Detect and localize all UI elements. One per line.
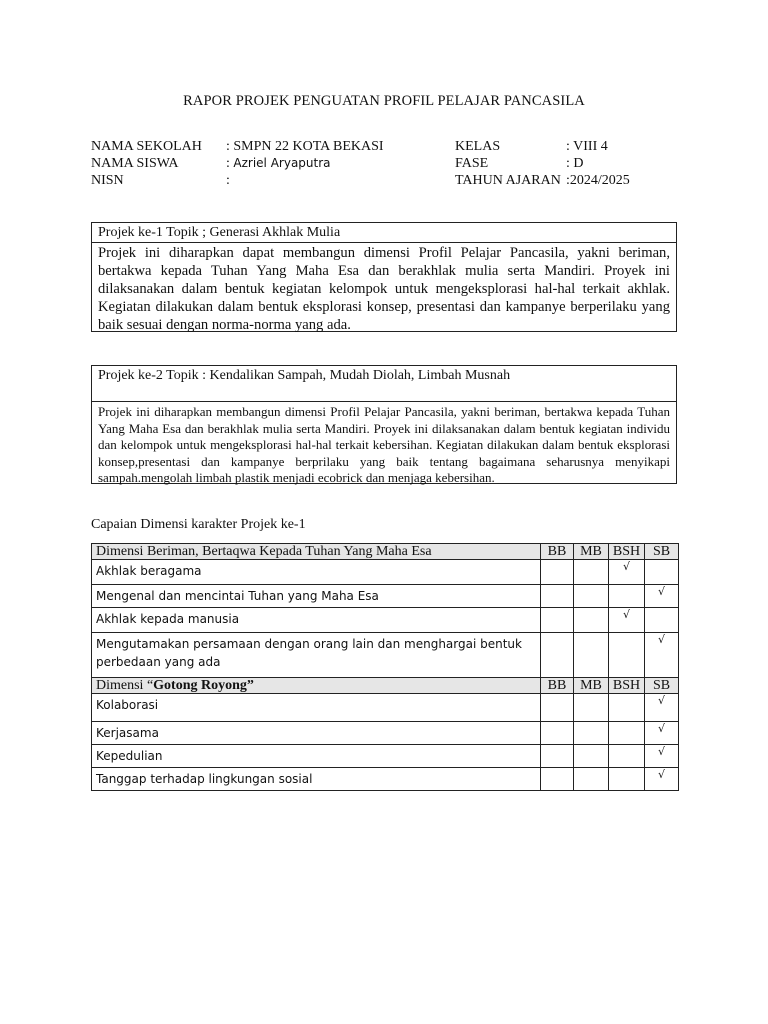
mark-mb <box>574 585 609 608</box>
col-mb: MB <box>574 678 609 694</box>
table-row <box>92 745 679 768</box>
year-label: TAHUN AJARAN <box>455 173 561 188</box>
mark-bsh <box>609 585 645 608</box>
mark-bsh: √ <box>609 608 645 633</box>
mark-bb <box>541 745 574 768</box>
dimension-2-title-prefix: Dimensi “ <box>96 678 154 693</box>
project-2-description: Projek ini diharapkan membangun dimensi Profil Pelajar Pancasila, yakni beriman, bertakwa kepada Tuhan Yang Maha Esa dan berakhlak mulia serta Mandiri. Proyek ini dilaksanakan dalam bentuk kegiatan individu dan kelompok untuk mengeksplorasi hal-hal terkait kebersihan. Kegiatan dilakukan dalam bentuk eksplorasi konsep,presentasi dan kampanye berprilaku yang baik tentang bagaimana seharusnya menyikapi sampah.mengolah limbah plastik menjadi ecobrick dan menjaga kebersihan. <box>98 404 670 485</box>
dimension-table <box>91 543 679 791</box>
student-label: NAMA SISWA <box>91 156 179 171</box>
mark-sb: √ <box>645 768 679 791</box>
mark-bsh <box>609 633 645 678</box>
mark-bb <box>541 694 574 722</box>
mark-mb <box>574 768 609 791</box>
col-bb: BB <box>541 678 574 694</box>
row-label: Akhlak kepada manusia <box>92 608 541 633</box>
project-1-box <box>91 222 677 332</box>
mark-bb <box>541 768 574 791</box>
dimension-2-title <box>92 678 541 694</box>
project-2-heading: Projek ke-2 Topik : Kendalikan Sampah, Mudah Diolah, Limbah Musnah <box>92 366 676 402</box>
mark-bsh <box>609 722 645 745</box>
row-label: Kepedulian <box>92 745 541 768</box>
row-label: Mengutamakan persamaan dengan orang lain dan menghargai bentuk perbedaan yang ada <box>92 633 541 678</box>
dimension-1-header <box>92 544 679 560</box>
phase-value: : D <box>566 156 584 171</box>
row-label: Akhlak beragama <box>92 560 541 585</box>
mark-mb <box>574 722 609 745</box>
row-label: Kerjasama <box>92 722 541 745</box>
mark-sb: √ <box>645 633 679 678</box>
row-label: Tanggap terhadap lingkungan sosial <box>92 768 541 791</box>
info-row-school <box>91 138 691 155</box>
mark-bsh <box>609 768 645 791</box>
mark-mb <box>574 694 609 722</box>
student-colon: : <box>226 156 234 171</box>
school-label: NAMA SEKOLAH <box>91 139 202 154</box>
mark-mb <box>574 560 609 585</box>
mark-bsh <box>609 745 645 768</box>
year-value: :2024/2025 <box>566 173 630 188</box>
col-bb: BB <box>541 544 574 560</box>
mark-sb: √ <box>645 745 679 768</box>
dimension-2-title-suffix: ” <box>246 678 254 693</box>
nisn-value: : <box>226 173 230 188</box>
mark-mb <box>574 745 609 768</box>
table-row <box>92 585 679 608</box>
table-row <box>92 560 679 585</box>
table-row <box>92 633 679 678</box>
mark-bsh: √ <box>609 560 645 585</box>
school-value: : SMPN 22 KOTA BEKASI <box>226 139 384 154</box>
class-label: KELAS <box>455 139 501 154</box>
project-1-heading: Projek ke-1 Topik ; Generasi Akhlak Mulia <box>92 223 676 243</box>
phase-label: FASE <box>455 156 489 171</box>
table-row <box>92 608 679 633</box>
mark-mb <box>574 633 609 678</box>
class-value: : VIII 4 <box>566 139 608 154</box>
mark-bsh <box>609 694 645 722</box>
col-bsh: BSH <box>609 678 645 694</box>
project-1-description: Projek ini diharapkan dapat membangun dimensi Profil Pelajar Pancasila, yakni beriman, bertakwa kepada Tuhan Yang Maha Esa dan berakhlak mulia serta Mandiri. Proyek ini dilaksanakan dalam bentuk kegiatan kelompok untuk mengeksplorasi hal-hal terkait akhlak. Kegiatan dilakukan dalam bentuk eksplorasi konsep, presentasi dan kampanye berperilaku yang baik sesuai dengan norma-norma yang ada. <box>98 245 670 333</box>
report-title: RAPOR PROJEK PENGUATAN PROFIL PELAJAR PANCASILA <box>183 93 585 109</box>
project-2-box <box>91 365 677 484</box>
mark-mb <box>574 608 609 633</box>
info-row-nisn <box>91 172 691 189</box>
mark-bb <box>541 722 574 745</box>
student-value: Azriel Aryaputra <box>233 156 331 170</box>
table-row <box>92 768 679 791</box>
info-row-student <box>91 155 691 172</box>
dimension-1-title: Dimensi Beriman, Bertaqwa Kepada Tuhan Yang Maha Esa <box>92 544 541 560</box>
dimension-2-title-bold: Gotong Royong <box>153 678 247 693</box>
mark-bb <box>541 633 574 678</box>
achievement-caption: Capaian Dimensi karakter Projek ke-1 <box>91 517 306 532</box>
table-row <box>92 694 679 722</box>
dimension-2-header <box>92 678 679 694</box>
mark-sb: √ <box>645 585 679 608</box>
mark-sb <box>645 560 679 585</box>
table-row <box>92 722 679 745</box>
mark-sb: √ <box>645 722 679 745</box>
student-info <box>91 138 691 189</box>
mark-sb: √ <box>645 694 679 722</box>
mark-bb <box>541 585 574 608</box>
col-bsh: BSH <box>609 544 645 560</box>
nisn-label: NISN <box>91 173 124 188</box>
row-label: Kolaborasi <box>92 694 541 722</box>
student-value-wrap <box>226 155 331 172</box>
col-sb: SB <box>645 544 679 560</box>
mark-bb <box>541 608 574 633</box>
col-sb: SB <box>645 678 679 694</box>
row-label: Mengenal dan mencintai Tuhan yang Maha Esa <box>92 585 541 608</box>
col-mb: MB <box>574 544 609 560</box>
mark-sb <box>645 608 679 633</box>
mark-bb <box>541 560 574 585</box>
